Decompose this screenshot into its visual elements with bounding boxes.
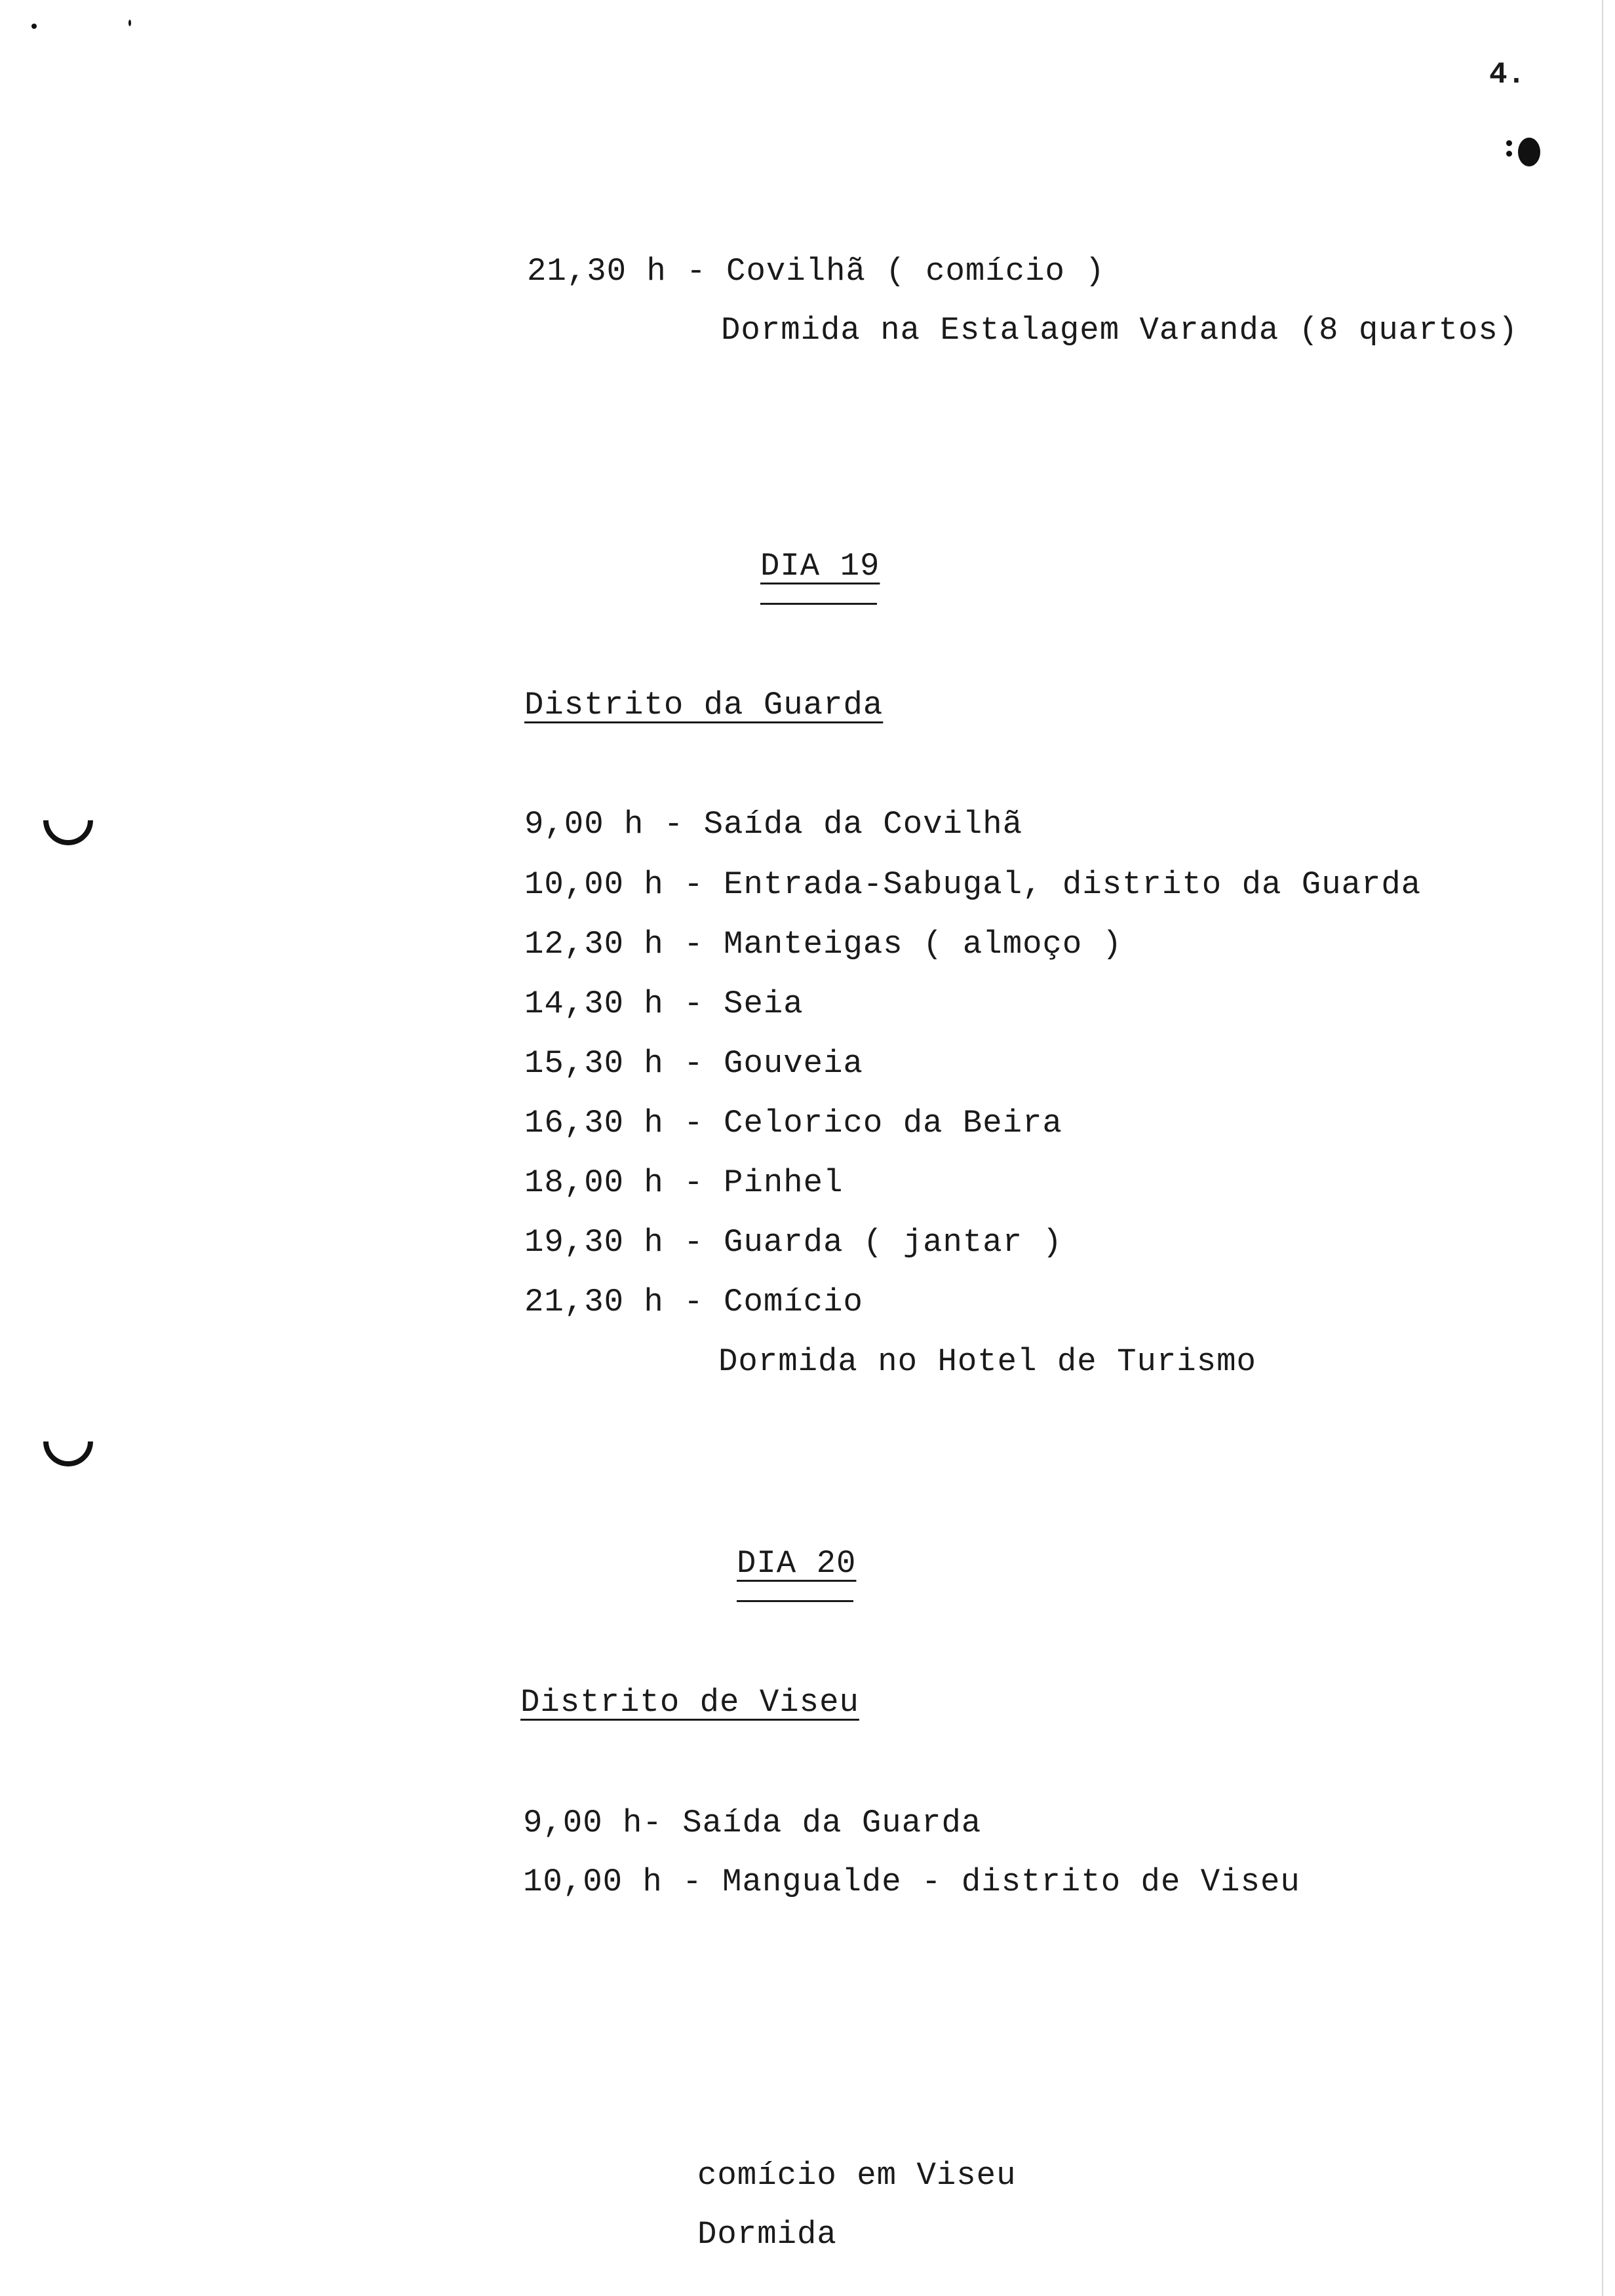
ink-dot-top-right [1506,140,1512,146]
day19-heading: DIA 19 [760,548,880,584]
page-number: 4. [1489,58,1526,92]
ink-dot-top-right-2 [1506,151,1512,157]
day19-item-5: 16,30 h - Celorico da Beira [524,1105,1062,1141]
day20-district: Distrito de Viseu [520,1684,859,1721]
day19-item-0: 9,00 h - Saída da Covilhã [524,806,1023,843]
opening-time-line: 21,30 h - Covilhã ( comício ) [527,253,1105,290]
day20-item-1: 10,00 h - Mangualde - distrito de Viseu [523,1864,1300,1900]
day19-item-6: 18,00 h - Pinhel [524,1164,844,1201]
ink-speck-top-left [31,24,37,29]
day20-closing-1: Dormida [697,2216,837,2253]
day20-heading: DIA 20 [737,1545,857,1582]
day19-item-8: 21,30 h - Comício [524,1284,863,1320]
punch-hole-lower [33,1406,103,1476]
day20-item-0: 9,00 h- Saída da Guarda [523,1805,982,1841]
day20-heading-double-underline [737,1600,853,1602]
opening-lodging-line: Dormida na Estalagem Varanda (8 quartos) [721,312,1519,349]
ink-blot-top-right [1518,138,1540,166]
day19-item-3: 14,30 h - Seia [524,985,804,1022]
page-edge [1602,0,1603,2296]
day19-district: Distrito da Guarda [524,687,884,723]
day19-item-4: 15,30 h - Gouveia [524,1045,863,1082]
day20-closing-0: comício em Viseu [697,2157,1017,2194]
day19-item-2: 12,30 h - Manteigas ( almoço ) [524,926,1123,963]
punch-hole-upper [33,785,103,855]
day19-item-7: 19,30 h - Guarda ( jantar ) [524,1224,1062,1261]
ink-speck-top-left-2 [128,20,131,26]
day19-item-1: 10,00 h - Entrada-Sabugal, distrito da Guarda [524,866,1422,903]
day19-lodging: Dormida no Hotel de Turismo [718,1343,1256,1380]
day19-heading-double-underline [760,603,877,605]
